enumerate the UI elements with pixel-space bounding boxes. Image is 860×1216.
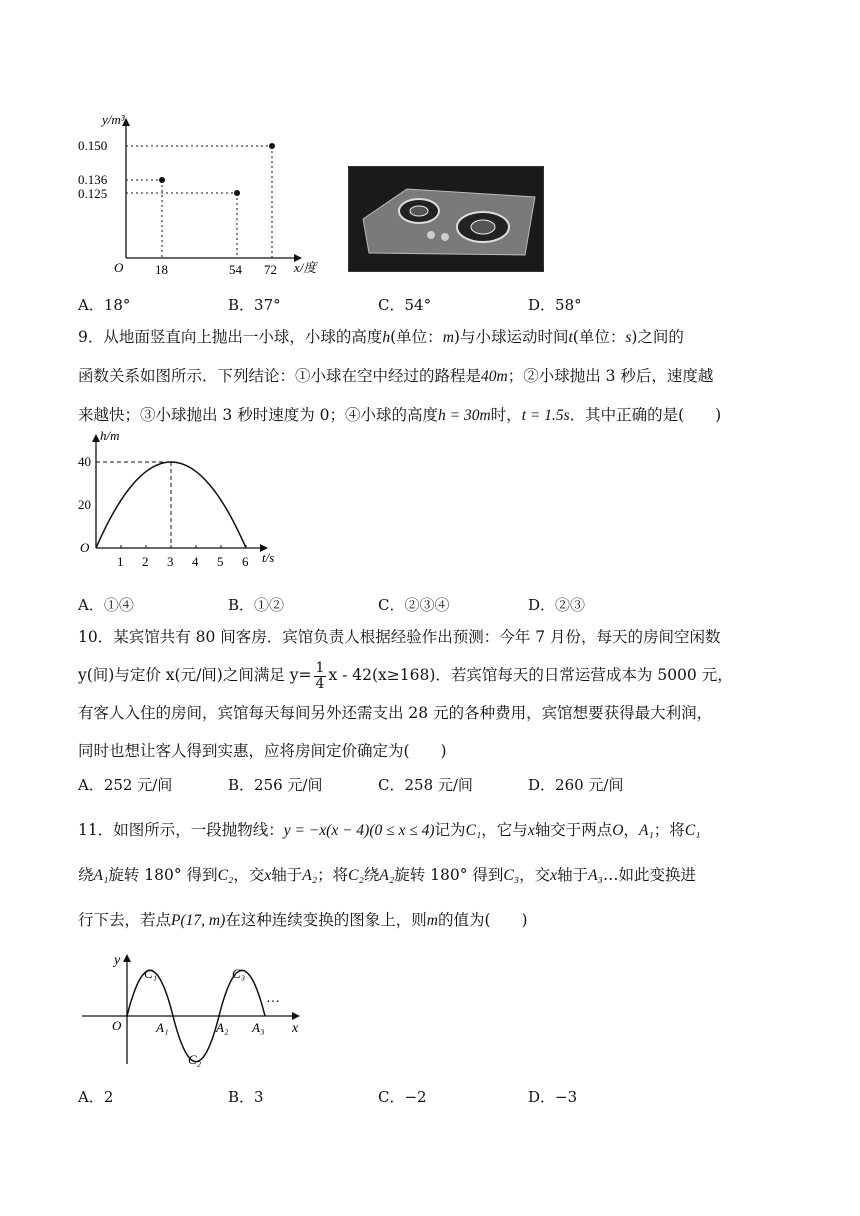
q9-y-tick-40: 40	[78, 454, 91, 469]
q11-line-1: 11．如图所示，一段抛物线：y = −x(x − 4)(0 ≤ x ≤ 4)记为C₁，它与x轴交于两点O，A₁；将C₁	[78, 821, 701, 839]
q9-choice-a[interactable]: A．①④	[78, 596, 134, 614]
q10-line-1: 10．某宾馆共有 80 间客房．宾馆负责人根据经验作出预测：今年 7 月份，每天的房间空闲数	[78, 628, 721, 646]
q11-label-c3: C₃	[232, 966, 246, 981]
q11-choice-c[interactable]: C．−2	[378, 1088, 427, 1106]
q11-label-c1: C₁	[144, 966, 158, 981]
q8-choice-b[interactable]: B．37°	[228, 296, 281, 314]
q9-x-tick-6: 6	[242, 554, 249, 568]
q10-choice-d[interactable]: D．260 元/间	[528, 776, 624, 794]
q9-choice-d[interactable]: D．②③	[528, 596, 586, 614]
q8-origin: O	[114, 260, 124, 275]
q8-point-54	[234, 190, 240, 196]
q11-graph	[80, 948, 320, 1072]
q11-label-c2: C₂	[188, 1052, 202, 1067]
q10-text	[78, 618, 784, 770]
q10-choice-b[interactable]: B．256 元/间	[228, 776, 323, 794]
q8-x-tick-54: 54	[229, 262, 242, 277]
q8-point-72	[269, 143, 275, 149]
q8-graph	[76, 108, 336, 280]
q11-choice-a[interactable]: A．2	[78, 1088, 114, 1106]
q9-x-tick-1: 1	[117, 554, 124, 568]
q10-line-3: 有客人入住的房间，宾馆每天每间另外还需支出 28 元的各种费用，宾馆想要获得最大利润，	[78, 704, 713, 722]
q8-y-tick-0150: 0.150	[78, 138, 108, 153]
q9-x-tick-5: 5	[217, 554, 224, 568]
q9-choice-c[interactable]: C．②③④	[378, 596, 450, 614]
q11-label-a1: A₁	[156, 1020, 169, 1035]
q10-choice-c[interactable]: C．258 元/间	[378, 776, 473, 794]
q11-y-axis-label: y	[114, 953, 121, 968]
q11-choice-b[interactable]: B．3	[228, 1088, 264, 1106]
q9-line-2: 函数关系如图所示．下列结论：①小球在空中经过的路程是40m；②小球抛出 3 秒后，速度越	[78, 367, 714, 385]
q11-text	[78, 808, 784, 943]
q9-graph	[76, 428, 296, 568]
q8-choice-a[interactable]: A．18°	[78, 296, 131, 314]
q11-origin: O	[112, 1018, 122, 1033]
q9-x-tick-4: 4	[192, 554, 199, 568]
q9-line-3: 来越快；③小球抛出 3 秒时速度为 0；④小球的高度h = 30m时，t = 1.5s．其中正确的是( )	[78, 406, 722, 424]
q11-label-a2: A₂	[216, 1020, 229, 1035]
q8-y-axis-label: y/m³	[102, 112, 125, 127]
q9-x-tick-2: 2	[142, 554, 149, 568]
q8-y-tick-0125: 0.125	[78, 186, 108, 201]
q8-x-tick-18: 18	[155, 262, 168, 277]
q9-origin: O	[80, 540, 90, 555]
q9-x-axis-label: t/s	[262, 550, 275, 565]
q8-y-tick-0136: 0.136	[78, 172, 108, 187]
q9-choices	[78, 594, 798, 618]
q11-line-2: 绕A₁旋转 180° 得到C₂，交x轴于A₂；将C₂绕A₂旋转 180° 得到C₃，交x轴于A₃…如此变换进	[78, 866, 696, 884]
q9-choice-b[interactable]: B．①②	[228, 596, 285, 614]
q10-choice-a[interactable]: A．252 元/间	[78, 776, 173, 794]
q9-line-1: 9．从地面竖直向上抛出一小球，小球的高度h(单位：m)与小球运动时间t(单位：s)之间的	[78, 328, 684, 346]
q9-y-axis-label: h/m	[100, 428, 120, 443]
q10-fraction: $\frac{1}{4}$	[315, 659, 325, 692]
q9-text	[78, 318, 784, 435]
q8-choice-c[interactable]: C．54°	[378, 296, 432, 314]
q10-choices	[78, 774, 798, 798]
q8-x-axis-label: x/度	[294, 260, 317, 275]
q10-line-4: 同时也想让客人得到实惠，应将房间定价确定为( )	[78, 742, 447, 760]
q11-label-a3: A₃	[252, 1020, 265, 1035]
q8-choices	[78, 294, 798, 318]
q11-choice-d[interactable]: D．−3	[528, 1088, 578, 1106]
q11-x-axis-label: x	[292, 1021, 299, 1036]
q11-choices	[78, 1086, 798, 1110]
q9-x-tick-3: 3	[167, 554, 174, 568]
q10-line-2: y(间)与定价 x(元/间)之间满足 y= $\frac{1}{4}$ x - 42(x≥168)．若宾馆每天的日常运营成本为 5000 元，	[78, 659, 733, 692]
q11-label-ellipsis: …	[266, 991, 280, 1006]
q11-line-3: 行下去，若点P(17, m)在这种连续变换的图象上，则m的值为( )	[78, 911, 528, 929]
stove-illustration	[349, 167, 543, 271]
q8-point-18	[159, 177, 165, 183]
q9-y-tick-20: 20	[78, 497, 91, 512]
stove-photo	[348, 166, 544, 272]
q8-x-tick-72: 72	[264, 262, 277, 277]
q8-choice-d[interactable]: D．58°	[528, 296, 582, 314]
